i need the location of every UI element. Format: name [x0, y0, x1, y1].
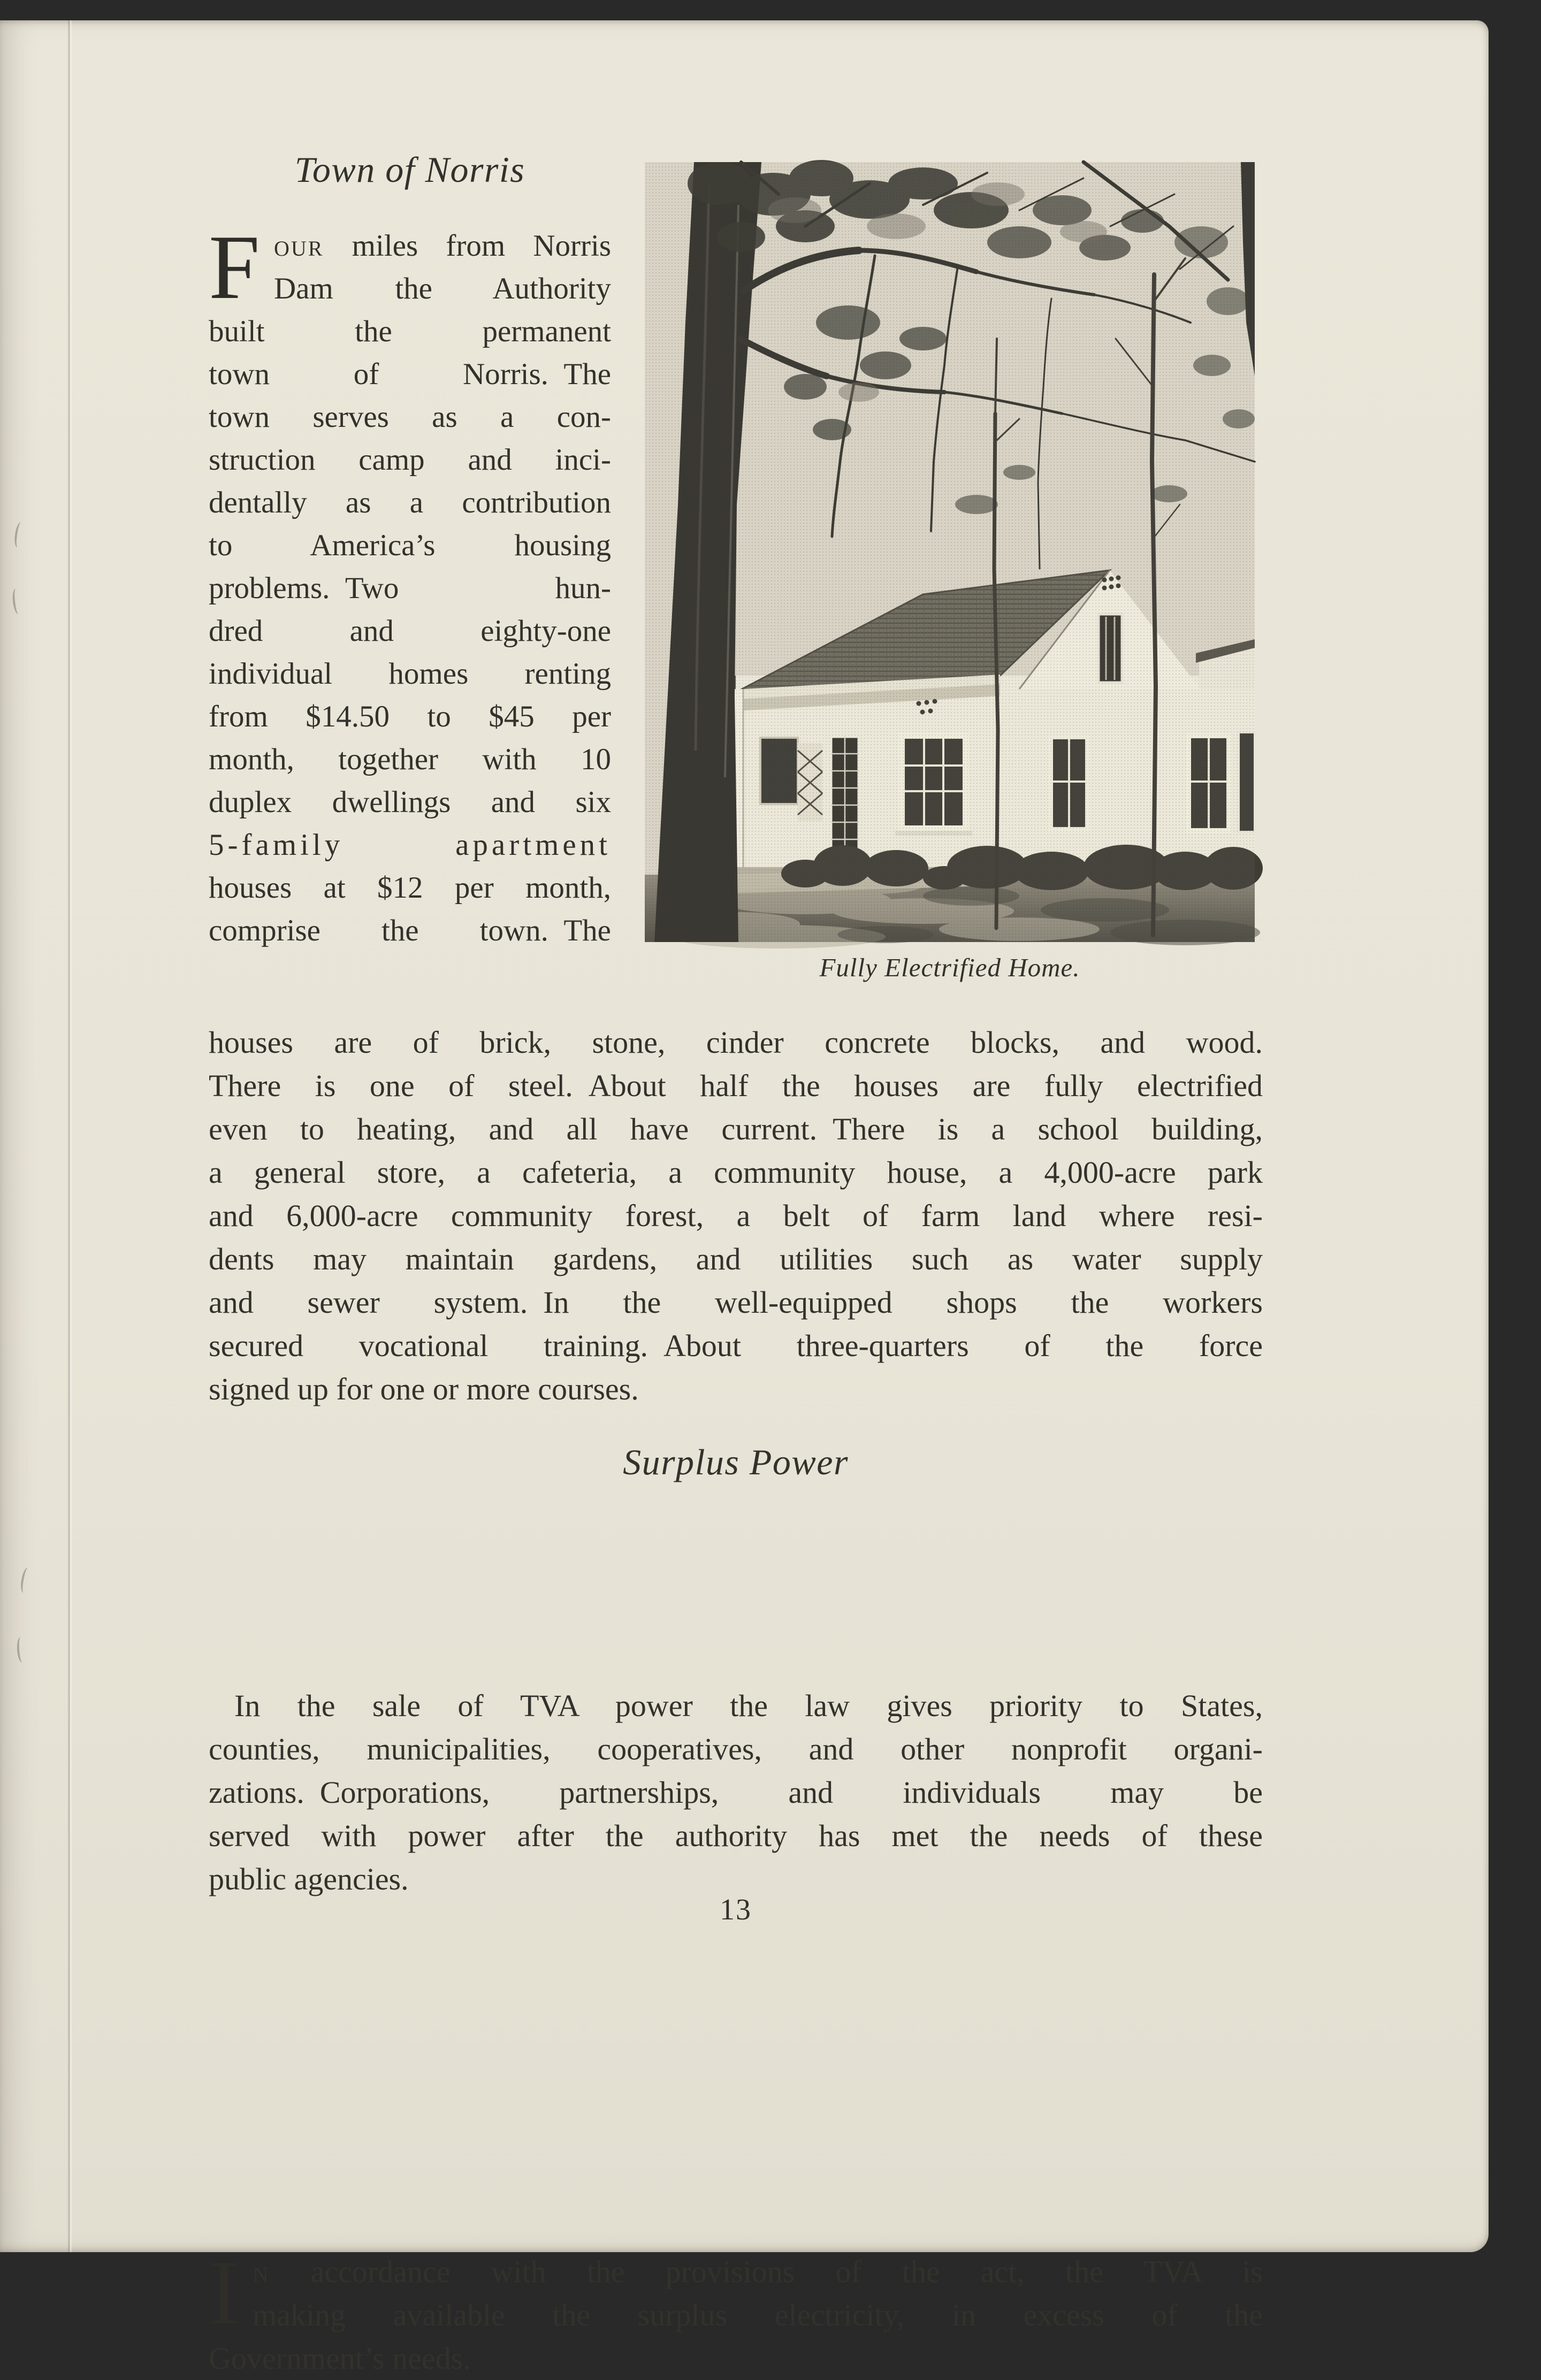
drop-cap-i: I — [209, 2242, 240, 2344]
column-line: individual homes renting — [209, 657, 611, 691]
column-line: Dam the Authority — [274, 272, 611, 305]
body-line: served with power after the authority has met the needs of these — [209, 1818, 1263, 1853]
small-caps-lead: n — [253, 2254, 270, 2289]
column-line: houses at $12 per month, — [209, 871, 611, 905]
body-line: counties, municipalities, cooperatives, and other nonprofit organi- — [209, 1732, 1263, 1766]
body-line: even to heating, and all have current. There is a school building, — [209, 1112, 1263, 1146]
town-of-norris-body — [209, 1021, 1263, 1411]
town-of-norris-column — [209, 217, 611, 952]
stitch-mark — [19, 1567, 32, 1594]
column-line: month, together with 10 — [209, 743, 611, 776]
body-line: In the sale of TVA power the law gives priority to States, — [234, 1688, 1263, 1723]
body-line-text: accordance with the provisions of the act, the TVA is — [270, 2254, 1263, 2289]
stitch-mark — [13, 522, 26, 548]
body-line: signed up for one or more courses. — [209, 1372, 639, 1406]
column-line: built the permanent — [209, 315, 611, 348]
body-line: dents may maintain gardens, and utilities such as water supply — [209, 1242, 1263, 1276]
stitch-mark — [12, 588, 23, 614]
body-line: a general store, a cafeteria, a community house, a 4,000-acre park — [209, 1155, 1263, 1190]
section-heading-surplus-power: Surplus Power — [623, 1442, 849, 1482]
body-line: Government’s needs. — [209, 2341, 471, 2376]
body-line: and sewer system. In the well-equipped shops the workers — [209, 1285, 1263, 1320]
body-line: secured vocational training. About three-quarters of the force — [209, 1328, 1263, 1363]
stitch-mark — [16, 1637, 26, 1663]
binding-crease — [67, 20, 72, 2252]
body-line: public agencies. — [209, 1862, 409, 1896]
surplus-power-paragraph-2 — [209, 1684, 1263, 1901]
small-caps-lead: our — [274, 229, 324, 263]
page-title: Town of Norris — [294, 149, 525, 190]
column-line: struction camp and inci- — [209, 443, 611, 477]
column-line — [209, 225, 611, 267]
column-line: duplex dwellings and six — [209, 785, 611, 819]
photo-illustration — [645, 162, 1255, 942]
photo-caption: Fully Electrified Home. — [819, 953, 1080, 982]
body-line: houses are of brick, stone, cinder concrete blocks, and wood. — [209, 1025, 1263, 1060]
column-line: problems. Two hun- — [209, 571, 611, 605]
body-line — [209, 2250, 1263, 2293]
column-line: dred and eighty-one — [209, 614, 611, 648]
column-line: town of Norris. The — [209, 357, 611, 391]
column-line: comprise the town. The — [209, 914, 611, 947]
surplus-power-paragraph-1 — [209, 2242, 1263, 2380]
body-line: There is one of steel. About half the houses are fully electrified — [209, 1068, 1263, 1103]
drop-cap-f: F — [209, 217, 260, 318]
column-line: 5-family apartment — [209, 828, 611, 862]
column-line: town serves as a con- — [209, 400, 611, 434]
column-line-text: miles from Norris — [324, 229, 611, 263]
column-line: from $14.50 to $45 per — [209, 700, 611, 733]
column-line: to America’s housing — [209, 529, 611, 562]
column-line: dentally as a contribution — [209, 486, 611, 519]
body-line: making available the surplus electricity, in excess of the — [253, 2298, 1263, 2332]
body-line: and 6,000-acre community forest, a belt of farm land where resi- — [209, 1198, 1263, 1233]
body-line: zations. Corporations, partnerships, and individuals may be — [209, 1775, 1263, 1810]
page-number: 13 — [720, 1893, 752, 1926]
